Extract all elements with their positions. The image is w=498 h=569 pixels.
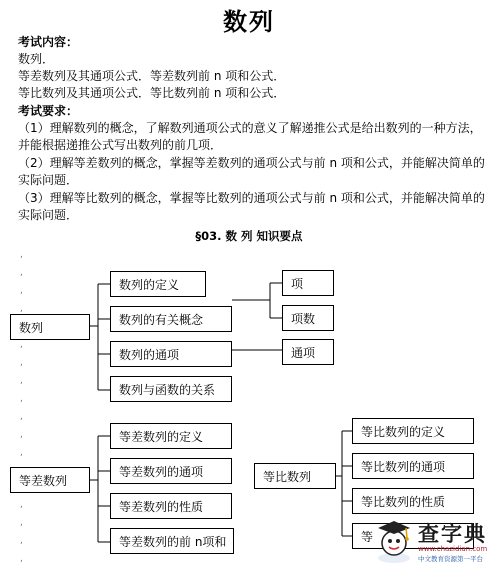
diagram-node-arithmetic-sum: 等差数列的前 n项和 [110, 528, 234, 554]
diagram-node-term: 项 [282, 270, 334, 296]
exam-content-item: 数列． [18, 52, 55, 66]
watermark-brand: 查字典 [418, 522, 487, 546]
diagram-node-definition: 数列的定义 [110, 271, 206, 297]
diagram-node-general-term: 数列的通项 [110, 341, 232, 367]
page-title: 数列 [223, 8, 275, 36]
watermark-url: www.chazidian.com [418, 545, 488, 553]
diagram-node-arithmetic-general-term: 等差数列的通项 [110, 458, 232, 484]
exam-content-item: 等差数列及其通项公式．等差数列前 n 项和公式． [18, 69, 286, 83]
watermark-logo [372, 514, 496, 566]
diagram-node-geometric-general-term: 等比数列的通项 [352, 453, 474, 479]
diagram-node-geometric-properties: 等比数列的性质 [352, 488, 474, 514]
diagram-node-geometric-definition: 等比数列的定义 [352, 418, 474, 444]
diagram-node-related-concepts: 数列的有关概念 [110, 306, 232, 332]
diagram-node-arithmetic-definition: 等差数列的定义 [110, 423, 232, 449]
exam-requirement-item: （2）理解等差数列的概念，掌握等差数列的通项公式与前 n 项和公式，并能解决简单的实际问题． [18, 156, 485, 187]
diagram-root-geometric: 等比数列 [254, 463, 336, 489]
exam-requirements-heading: 考试要求： [18, 104, 79, 118]
diagram-node-geometric-sum: 等 [352, 523, 474, 549]
watermark-tagline: 中文教育资源第一平台 [418, 555, 483, 563]
diagram-node-function-relation: 数列与函数的关系 [110, 376, 232, 402]
exam-content-item: 等比数列及其通项公式．等比数列前 n 项和公式． [18, 86, 286, 100]
exam-requirement-item: （3）理解等比数列的概念，掌握等比数列的通项公式与前 n 项和公式，并能解决简单的实际问题． [18, 191, 485, 222]
graduate-mascot-icon [372, 514, 416, 564]
diagram-node-arithmetic-properties: 等差数列的性质 [110, 493, 232, 519]
exam-content-heading: 考试内容： [18, 35, 79, 49]
diagram-node-general-term-leaf: 通项 [282, 339, 334, 365]
section-title: §03. 数 列 知识要点 [195, 229, 303, 243]
diagram-root-sequence: 数列 [10, 314, 90, 340]
diagram-node-term-count: 项数 [282, 305, 334, 331]
exam-requirement-item: （1）理解数列的概念，了解数列通项公式的意义了解递推公式是给出数列的一种方法，并能根据递推公式写出数列的前几项． [18, 121, 482, 152]
diagram-root-arithmetic: 等差数列 [10, 467, 90, 493]
